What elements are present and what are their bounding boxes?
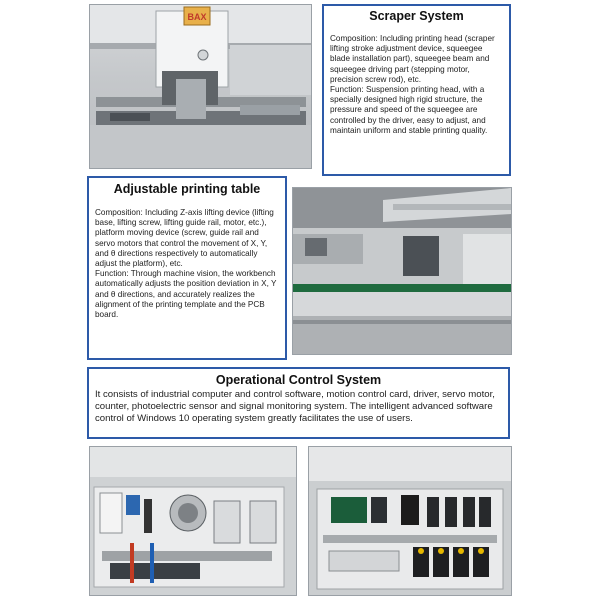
scraper-system-text: Composition: Including printing head (scraper lifting stroke adjustment device, squeegee blade installation part), squeegee beam and squeegee driving part (stepping motor, precision screw rod), etc. Function: Suspension printing head, with a specially designed high rigid structure, the pressure and speed of the squeegee are controlled by the driver, easy to adjust, and maintain uniform and stable printing quality. <box>330 34 495 135</box>
scraper-system-box <box>322 4 511 176</box>
operational-control-text: It consists of industrial computer and control software, motion control card, driver, servo motor, counter, photoelectric sensor and signal monitoring system. The intelligent advanced software control of Windows 10 operating system greatly facilitates the use of users. <box>95 389 495 425</box>
operational-control-title: Operational Control System <box>215 373 382 387</box>
control-cabinet-photo-left <box>89 446 297 596</box>
adjustable-table-text: Composition: Including Z-axis lifting device (lifting base, lifting screw, lifting guide rail, motor, etc.), platform moving device (screw, guide rail and servo motors that control the movement of X, Y, and θ directions respectively to automatically adjust the platform), etc. Function: Through machine vision, the workbench automatically adjusts the position deviation in X, Y and θ directions, and accurately realizes the alignment of the printing template and the PCB board. <box>95 208 277 320</box>
printing-head-photo <box>89 4 312 169</box>
printing-head-illustration <box>90 5 311 168</box>
cabinet-right-illustration <box>309 447 511 595</box>
control-cabinet-photo-right <box>308 446 512 596</box>
cabinet-left-illustration <box>90 447 296 595</box>
printing-table-photo <box>292 187 512 355</box>
adjustable-table-title: Adjustable printing table <box>113 182 261 196</box>
head-logo-text: BAX <box>187 12 207 22</box>
adjustable-table-box <box>87 176 287 360</box>
printing-table-illustration <box>293 188 511 354</box>
operational-control-box <box>87 367 510 439</box>
scraper-system-title: Scraper System <box>369 9 464 23</box>
